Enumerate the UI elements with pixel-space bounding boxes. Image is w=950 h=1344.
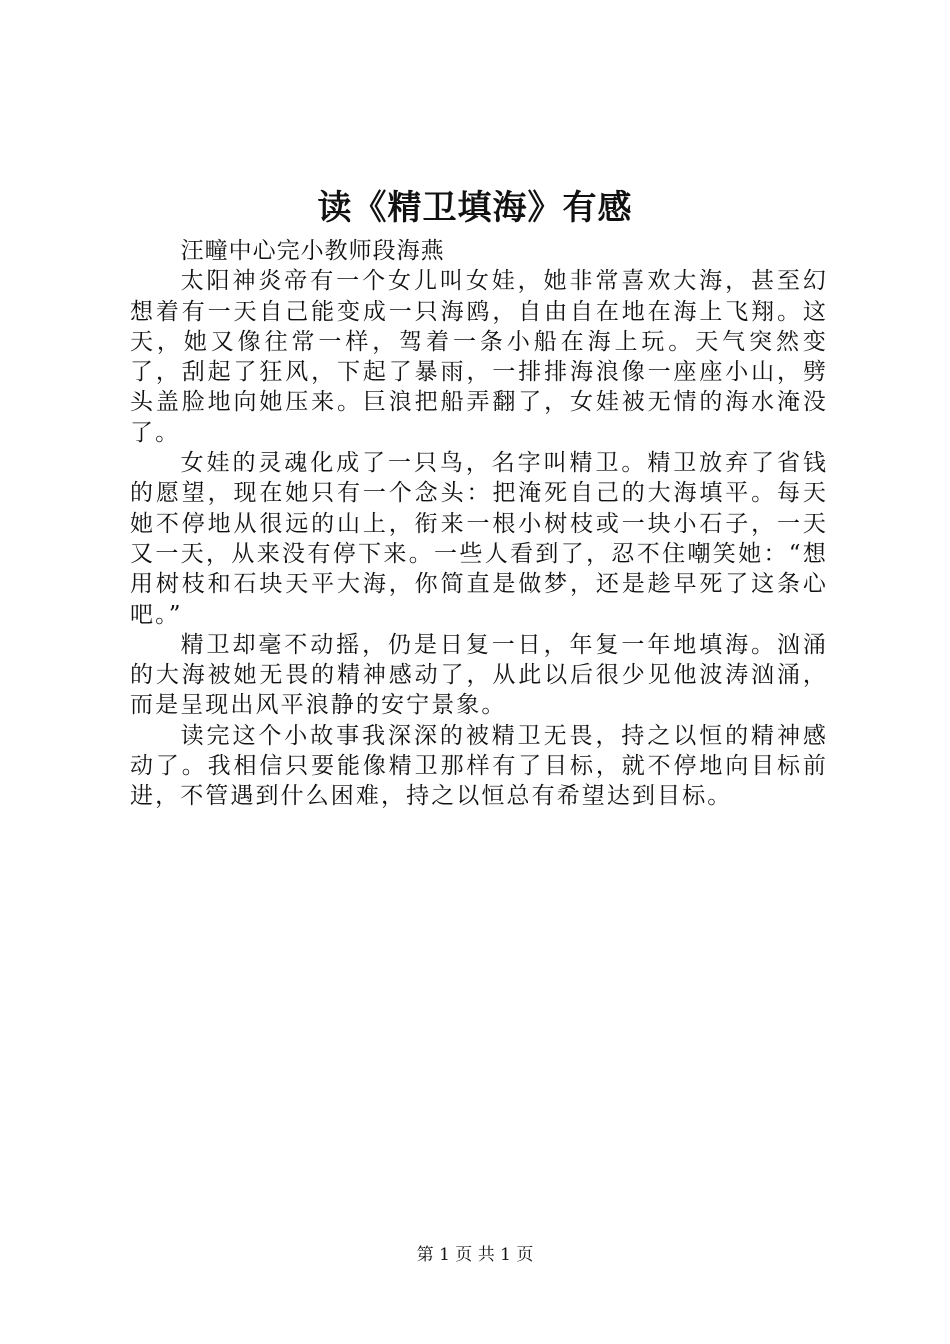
page-footer: 第 1 页 共 1 页 — [416, 1245, 534, 1265]
paragraph-3: 精卫却毫不动摇，仍是日复一日，年复一年地填海。汹涌的大海被她无畏的精神感动了，从此以后很少见他波涛汹涌，而是呈现出风平浪静的安宁景象。 — [130, 631, 828, 719]
paragraph-1: 太阳神炎帝有一个女儿叫女娃，她非常喜欢大海，甚至幻想着有一天自己能变成一只海鸥，自由自在地在海上飞翔。这天，她又像往常一样，驾着一条小船在海上玩。天气突然变了，刮起了狂风，下起了暴雨，一排排海浪像一座座小山，劈头盖脸地向她压来。巨浪把船弄翻了，女娃被无情的海水淹没了。 — [130, 268, 828, 446]
document-body — [130, 236, 828, 812]
paragraph-2: 女娃的灵魂化成了一只鸟，名字叫精卫。精卫放弃了省钱的愿望，现在她只有一个念头：把淹死自己的大海填平。每天她不停地从很远的山上，衔来一根小树枝或一块小石子，一天又一天，从来没有停下来。一些人看到了，忍不住嘲笑她：“想用树枝和石块天平大海，你简直是做梦，还是趁早死了这条心吧。” — [130, 450, 828, 628]
paragraph-4: 读完这个小故事我深深的被精卫无畏，持之以恒的精神感动了。我相信只要能像精卫那样有了目标，就不停地向目标前进，不管遇到什么困难，持之以恒总有希望达到目标。 — [130, 722, 828, 810]
author-line: 汪疃中心完小教师段海燕 — [180, 238, 445, 264]
document-title: 读《精卫填海》有感 — [317, 188, 633, 228]
